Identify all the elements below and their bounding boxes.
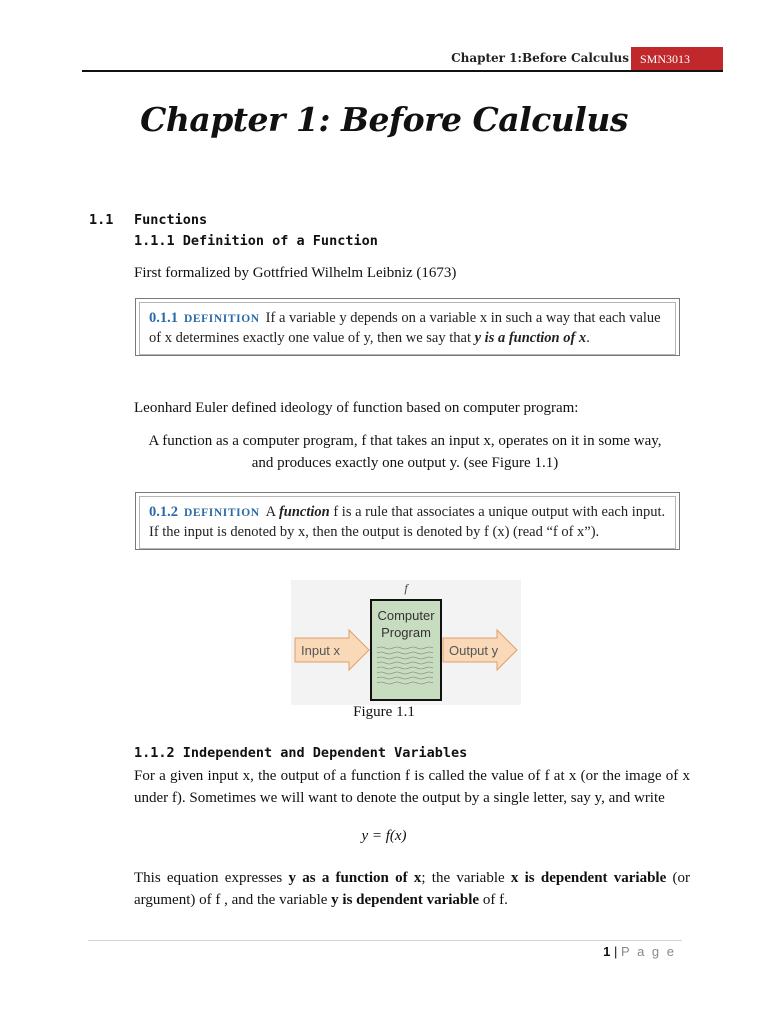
- definition-text-end: f is a rule that associates a unique output with each input. If the input is denoted by x, then the output is denoted by f (x) (read “f of x”).: [149, 504, 666, 540]
- definition-label: DEFINITION: [184, 313, 260, 325]
- program-line-2: and produces exactly one output y. (see Figure 1.1): [251, 455, 559, 471]
- variables-emphasis: y is dependent variable: [331, 892, 480, 908]
- subsection-title: 1.1.1 Definition of a Function: [134, 233, 378, 249]
- chapter-title: Chapter 1: Before Calculus: [140, 100, 628, 139]
- variables-text: This equation expresses: [134, 870, 289, 886]
- definition-label: DEFINITION: [184, 507, 260, 519]
- definition-number: 0.1.1: [149, 310, 178, 326]
- figure-f-label: f: [404, 581, 408, 595]
- course-code-badge: SMN3013: [631, 47, 723, 71]
- variables-text: ; the variable: [421, 870, 511, 886]
- program-description: [120, 430, 690, 474]
- output-paragraph: For a given input x, the output of a function f is called the value of f at x (or the image of x under f). Sometimes we will want to denote the output by a single letter, say y, and write: [134, 768, 690, 806]
- page-number: 1: [603, 944, 611, 959]
- variables-emphasis: y as a function of x: [288, 870, 422, 886]
- subsection-2-title: 1.1.2 Independent and Dependent Variables: [134, 745, 468, 761]
- program-box-line-1: Computer: [377, 608, 435, 623]
- variables-emphasis: x is dependent variable: [510, 870, 667, 886]
- definition-box-2: [135, 492, 680, 550]
- header-chapter: Chapter 1:Before Calculus: [451, 51, 629, 65]
- definition-body-2: [139, 496, 676, 549]
- output-label: Output y: [449, 643, 499, 658]
- definition-text: A: [265, 504, 279, 520]
- figure-caption: Figure 1.1: [353, 704, 415, 720]
- section-number: 1.1: [89, 212, 114, 228]
- function-diagram: [291, 580, 521, 705]
- euler-paragraph: Leonhard Euler defined ideology of function based on computer program:: [134, 400, 579, 416]
- program-line-1: A function as a computer program, f that takes an input x, operates on it in some way,: [148, 433, 662, 449]
- variables-text: of f.: [479, 892, 508, 908]
- definition-body-1: [139, 302, 676, 355]
- variables-paragraph: [134, 867, 690, 911]
- definition-box-1: [135, 298, 680, 356]
- variables-text: (or argument) of f , and the variable: [134, 870, 690, 908]
- section-title: Functions: [134, 212, 208, 228]
- header-rule: [82, 70, 723, 72]
- leibniz-paragraph: First formalized by Gottfried Wilhelm Leibniz (1673): [134, 265, 457, 281]
- footer-rule: [88, 940, 682, 941]
- page-footer: [603, 944, 676, 959]
- definition-number: 0.1.2: [149, 504, 178, 520]
- definition-text-end: .: [586, 330, 590, 346]
- definition-emphasis: function: [278, 504, 330, 520]
- program-box-line-2: Program: [381, 625, 431, 640]
- input-label: Input x: [301, 643, 341, 658]
- definition-text: If a variable y depends on a variable x in such a way that each value of x determines exactly one value of y, then we say that: [149, 310, 661, 346]
- definition-emphasis: y is a function of x: [474, 330, 587, 346]
- footer-separator: |: [614, 944, 618, 959]
- function-equation: y = f(x): [361, 828, 407, 844]
- page-word: P a g e: [621, 944, 676, 959]
